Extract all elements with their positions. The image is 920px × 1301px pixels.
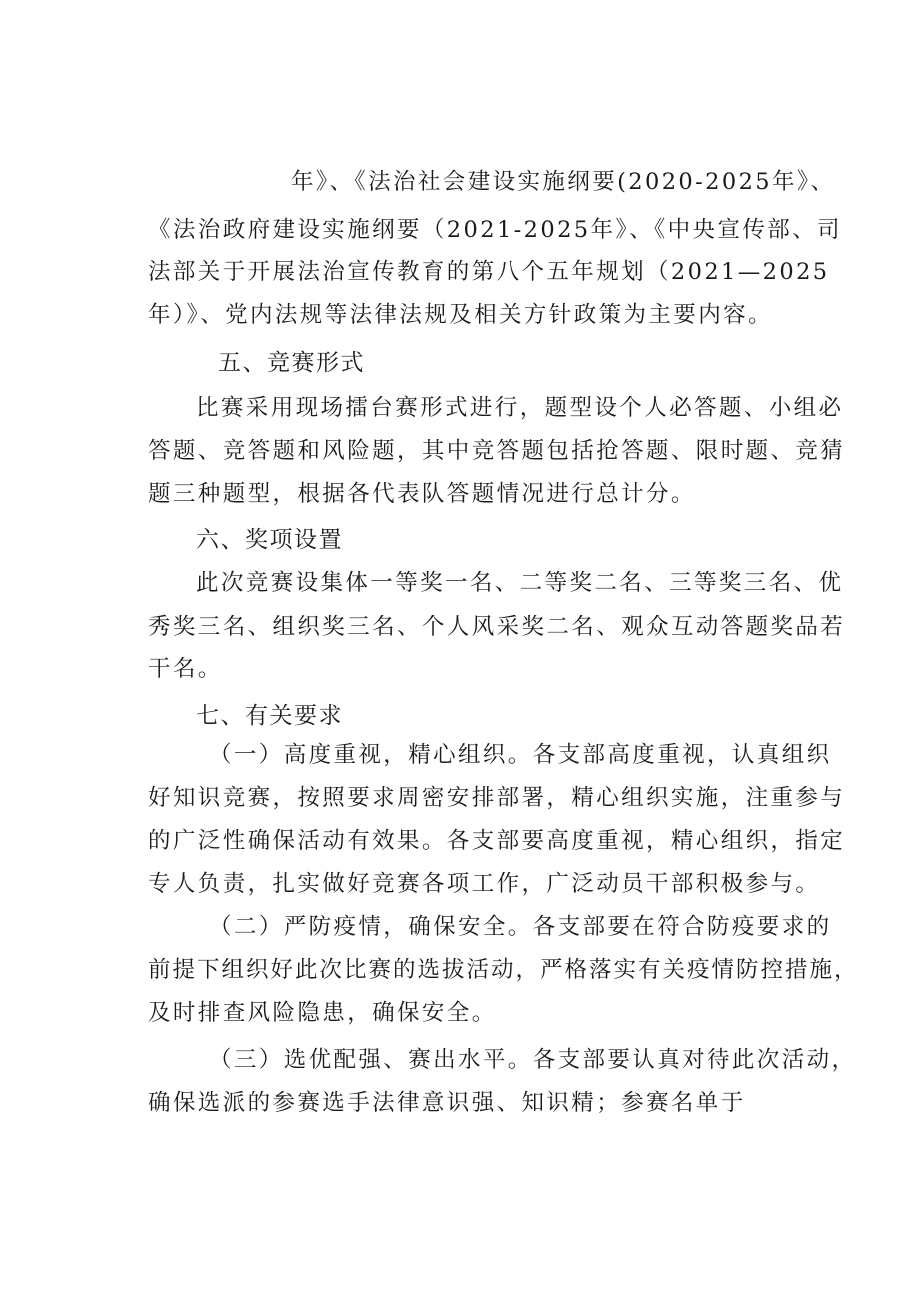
text-line: 比赛采用现场擂台赛形式进行，题型设个人必答题、小组必 (196, 395, 844, 421)
text-line: 年）》、党内法规等法律法规及相关方针政策为主要内容。 (148, 302, 773, 328)
text-line: 年》、《法治社会建设实施纲要(2020-2025年》、 (291, 169, 836, 195)
text-line: 确保选派的参赛选手法律意识强、知识精；参赛名单于 (148, 1090, 746, 1116)
text-line: 此次竞赛设集体一等奖一名、二等奖二名、三等奖三名、优 (196, 570, 844, 596)
section-heading: 五、竞赛形式 (218, 350, 365, 376)
section-heading: 七、有关要求 (196, 703, 343, 729)
text-line: 专人负责，扎实做好竞赛各项工作，广泛动员干部积极参与。 (148, 871, 821, 897)
section-heading: 六、奖项设置 (196, 527, 343, 553)
text-line: 的广泛性确保活动有效果。各支部要高度重视，精心组织，指定 (148, 828, 846, 854)
text-line: 及时排查风险隐患，确保安全。 (148, 1000, 497, 1026)
text-line: 答题、竞答题和风险题，其中竞答题包括抢答题、限时题、竞猜 (148, 438, 846, 464)
text-line: （三）选优配强、赛出水平。各支部要认真对待此次活动， (209, 1047, 857, 1073)
text-line: 前提下组织好此次比赛的选拔活动，严格落实有关疫情防控措施， (148, 957, 859, 983)
text-line: （一）高度重视，精心组织。各支部高度重视，认真组织 (209, 742, 832, 768)
text-line: 《法治政府建设实施纲要（2021-2025年》、《中央宣传部、司 (148, 217, 842, 243)
text-line: 好知识竞赛，按照要求周密安排部署，精心组织实施，注重参与 (148, 785, 846, 811)
text-line: 法部关于开展法治宣传教育的第八个五年规划（2021—2025 (148, 259, 830, 285)
text-line: 干名。 (148, 656, 223, 682)
text-line: （二）严防疫情，确保安全。各支部要在符合防疫要求的 (209, 914, 832, 940)
text-line: 题三种题型，根据各代表队答题情况进行总计分。 (148, 481, 696, 507)
text-line: 秀奖三名、组织奖三名、个人风采奖二名、观众互动答题奖品若 (148, 614, 846, 640)
